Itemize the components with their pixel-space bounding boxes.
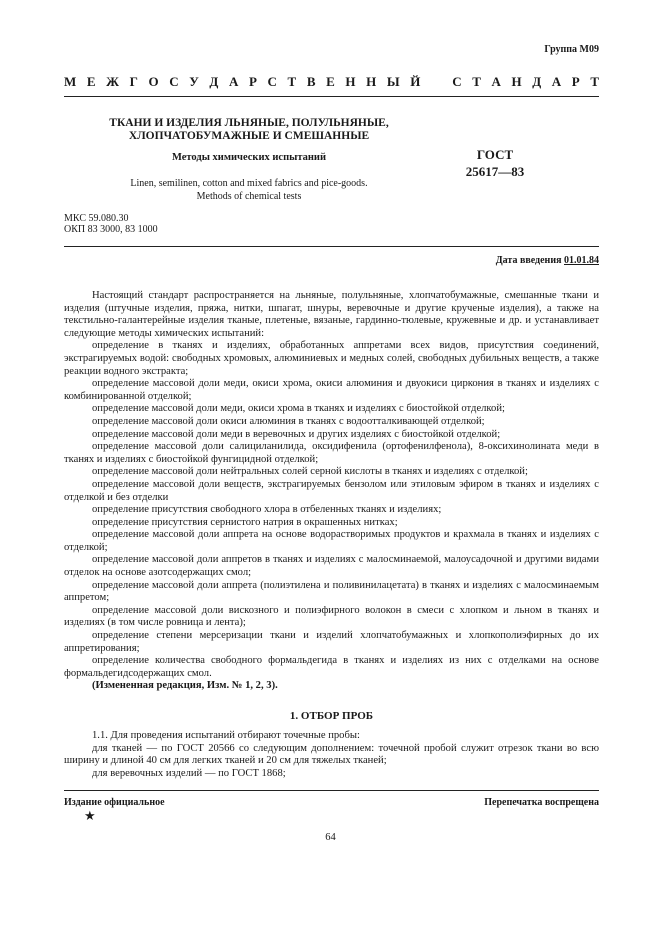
banner-letter: Т [590,74,599,89]
date-rule [64,246,599,247]
mks-code: МКС 59.080.30 [64,213,129,224]
banner-letter: Р [248,74,257,89]
scope-paragraph: определение массовой доли аппрета (полиэтилена и поливинилацетата) в тканях и изделиях с малосминаемым аппретом; [64,579,599,604]
effective-date-value: 01.01.84 [564,255,599,266]
banner-letter: У [189,74,199,89]
gost-label: ГОСТ [476,147,514,162]
banner-letter: Р [571,74,580,89]
banner-letter: Й [410,74,421,89]
group-label: Группа М09 [544,44,599,55]
banner-letter: Е [326,74,335,89]
amendment-note: (Измененная редакция, Изм. № 1, 2, 3). [92,680,278,692]
classification-codes [64,213,158,235]
star-icon: ★ [84,808,96,823]
scope-paragraph: определение массовой доли аппрета на основе водорастворимых продуктов и крахмала в тканях и изделиях с отделкой; [64,529,599,553]
section-text [64,730,599,780]
gost-code: 25617—83 [465,164,525,179]
scope-paragraph: определение присутствия свободного хлора в отбеленных тканях и изделиях; [92,504,442,516]
english-title [64,178,434,203]
effective-date [496,255,599,266]
reprint-prohibited-label: Перепечатка воспрещена [484,797,599,808]
effective-date-label: Дата введения [495,255,562,266]
scope-paragraph: определение в тканях и изделиях, обработанных аппретами всех видов, присутствия соединений, экстрагируемых водой: свободных хромовых, алюминиевых и медных солей, свободных дубильных веществ, а также реакции водного экстракта; [64,340,599,377]
banner-letter: Д [209,74,219,89]
scope-paragraph: определение массовой доли веществ, экстрагируемых бензолом или этиловым эфиром в тканях и изделиях с отделкой и без отделки [64,478,599,503]
banner-letter: Ы [386,74,400,89]
banner-letter: А [551,74,562,89]
section-heading: 1. ОТБОР ПРОБ [289,710,374,722]
title-line-1: ТКАНИ И ИЗДЕЛИЯ ЛЬНЯНЫЕ, ПОЛУЛЬНЯНЫЕ, [109,117,389,129]
title-line-2: ХЛОПЧАТОБУМАЖНЫЕ И СМЕШАННЫЕ [128,130,370,142]
document-title [64,117,434,143]
banner-letter: С [169,74,179,89]
banner-letter: В [306,74,316,89]
scope-paragraph: определение массовой доли аппретов в тканях и изделиях с малосминаемой, малоусадочной и другими видами отделок на основе азотсодержащих смол; [64,554,599,579]
banner-letter: Д [532,74,542,89]
scope-paragraph: определение массовой доли меди, окиси хрома, окиси алюминия и двуокиси циркония в тканях и изделиях с комбинированной отделкой; [64,378,599,402]
document-subtitle: Методы химических испытаний [171,152,327,163]
english-title-line-1: Linen, semilinen, cotton and mixed fabrics and pice-goods. [130,178,368,189]
scope-paragraph: определение массовой доли меди, окиси хрома в тканях и изделиях с биостойкой отделкой; [92,403,505,415]
banner-letter: Ж [106,74,120,89]
scope-paragraph: определение количества свободного формальдегида в тканях и изделиях из них с отделками на основе формальдегидсодержащих смол. [64,655,599,679]
section-paragraph: для веревочных изделий — по ГОСТ 1868; [92,767,286,779]
banner-letter: А [228,74,239,89]
banner-letter: Т [472,74,481,89]
official-edition-label: Издание официальное [64,797,165,808]
scope-paragraph: определение массовой доли салициланилида, оксидифенила (ортофенилфенола), 8-оксихинолината меди в тканях и изделиях с биостойкой фунгицидной отделкой; [64,441,599,465]
scope-paragraph: определение степени мерсеризации ткани и изделий хлопчатобумажных и хлопкополиэфирных до их аппретирования; [64,630,599,654]
banner-letter: С [267,74,277,89]
scope-paragraph: определение массовой доли нейтральных солей серной кислоты в тканях и изделиях с отделкой; [92,466,528,478]
banner-letter: Н [345,74,356,89]
banner-letter: А [491,74,501,89]
banner-letter: Н [366,74,377,89]
footer-rule [64,790,599,791]
header-rule [64,96,599,97]
scope-paragraph: Настоящий стандарт распространяется на льняные, полульняные, хлопчатобумажные, смешанные ткани и изделия (штучные изделия, пряжа, нитки, шпагат, шнуры, веревочные и другие крученые изделия), а также на текстильно-галантерейные изделия тканые, плетеные, вязаные, гардинно-тюлевые, кружевные и др. и устанавливает следующие методы химических испытаний: [64,290,599,339]
section-paragraph: 1.1. Для проведения испытаний отбирают точечные пробы: [92,730,360,741]
okp-code: ОКП 83 3000, 83 1000 [64,224,158,235]
gost-number [450,146,540,180]
banner-letter: Т [287,74,297,89]
banner-letter: Г [129,74,138,89]
english-title-line-2: Methods of chemical tests [196,190,302,202]
scope-paragraph: определение массовой доли меди в веревочных и других изделиях с биостойкой отделкой; [92,428,501,440]
standard-banner [64,74,599,90]
section-paragraph: для тканей — по ГОСТ 20566 со следующим дополнением: точечной пробой служит отрезок ткани во всю ширину и длиной 40 см для легких тканей и 20 см для тяжелых тканей; [64,742,599,767]
scope-paragraph: определение массовой доли окиси алюминия в тканях с водоотталкивающей отделкой; [92,415,485,427]
scope-text [64,290,599,693]
scope-paragraph: определение массовой доли вискозного и полиэфирного волокон в смеси с хлопком и льном в тканях и изделиях (в том числе ровница и лента); [64,604,599,629]
banner-letter: Е [86,74,96,89]
scope-paragraph: определение присутствия сернистого натрия в окрашенных нитках; [92,516,398,528]
banner-letter: Н [511,74,522,89]
banner-letter: О [148,74,159,89]
banner-letter: С [452,74,462,89]
banner-letter: М [64,74,77,89]
page-number: 64 [325,832,336,843]
